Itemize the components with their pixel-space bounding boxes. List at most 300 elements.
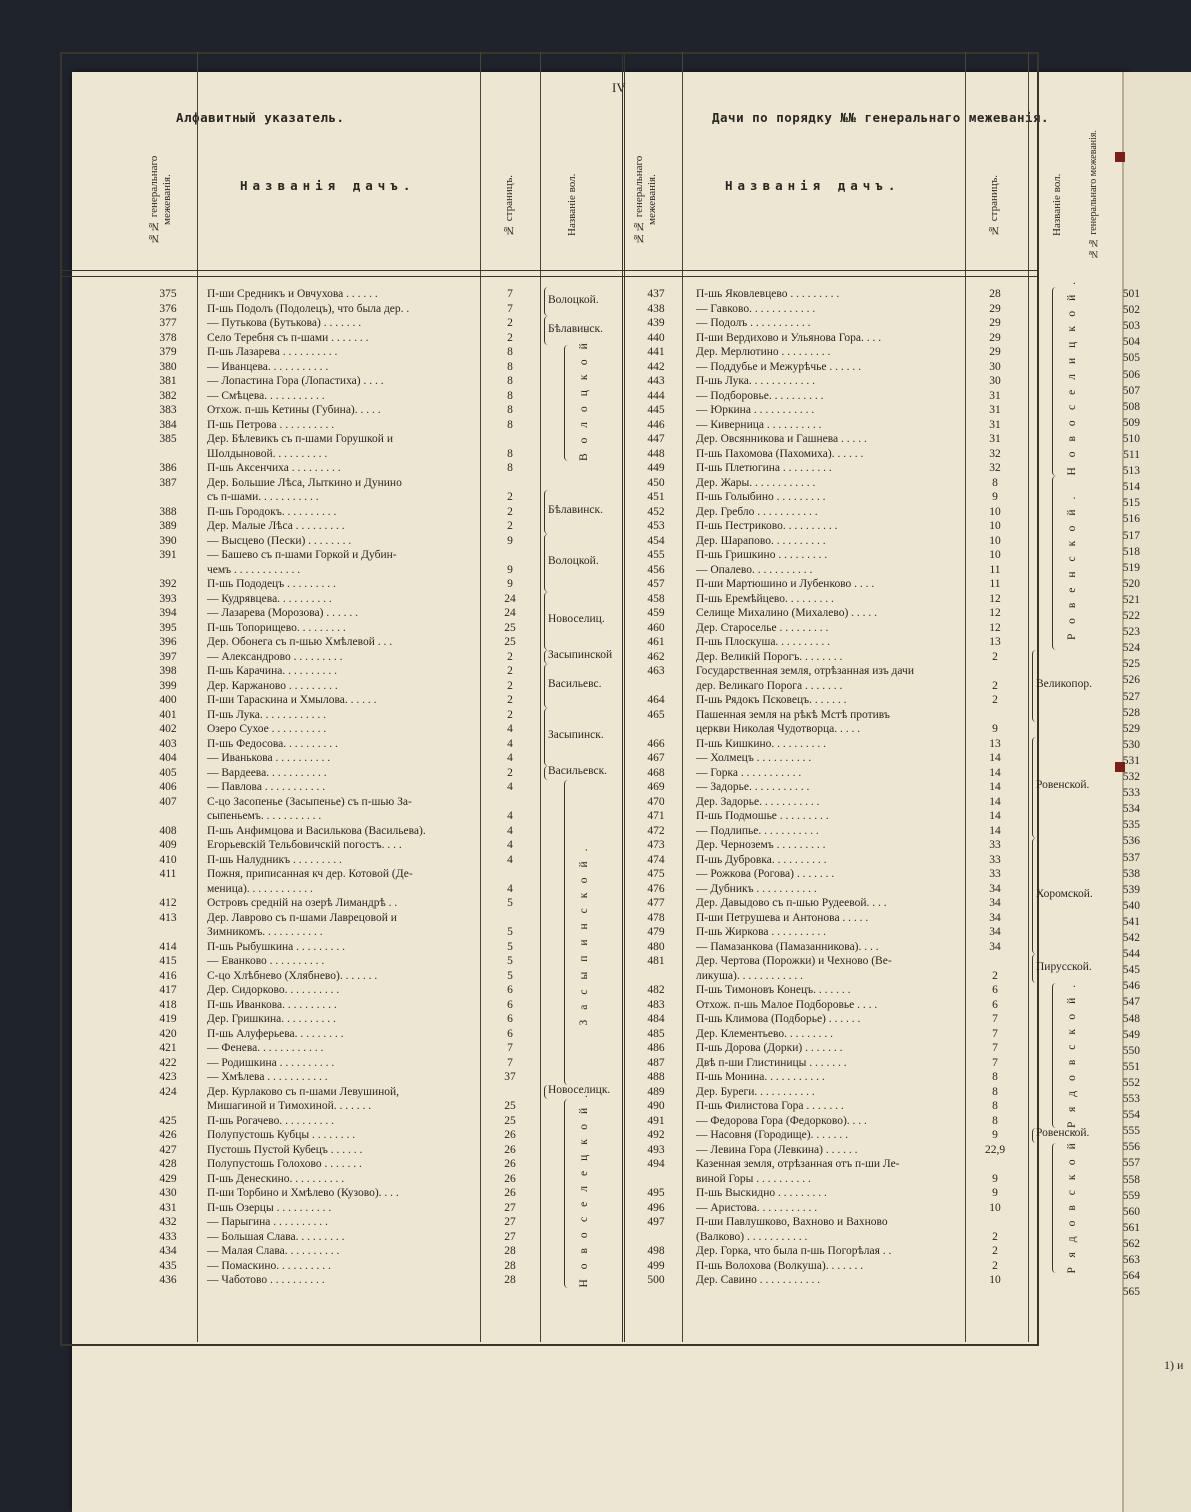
right-row-name: П-шь Плоскуша. . . . . . . . . . xyxy=(696,636,831,648)
right-row-number: 479 xyxy=(647,926,665,938)
right-row-name: П-шь Плетюгина . . . . . . . . . xyxy=(696,462,832,474)
right-row-number: 492 xyxy=(647,1129,665,1141)
left-row-number: 419 xyxy=(159,1013,177,1025)
right-volost-brace xyxy=(1052,476,1057,650)
left-row-page: 4 xyxy=(507,824,513,837)
right-row-name: П-ши Вердихово и Ульянова Гора. . . . xyxy=(696,331,882,344)
next-page-number: 522 xyxy=(1122,610,1140,622)
next-page-number: 541 xyxy=(1122,915,1140,928)
left-row-number: 400 xyxy=(159,694,177,706)
right-row-page: 31 xyxy=(989,389,1001,402)
next-page-header: №№ генеральнаго межеванія. xyxy=(1088,130,1099,260)
left-row-number: 395 xyxy=(159,621,177,634)
next-page-number: 517 xyxy=(1122,529,1140,542)
right-row-name: дер. Великаго Порога . . . . . . . xyxy=(696,679,843,692)
right-row-name: — Рожкова (Рогова) . . . . . . . xyxy=(696,868,835,880)
left-row-page: 26 xyxy=(504,1143,516,1156)
next-page-number: 565 xyxy=(1122,1286,1140,1299)
left-row-name: — Еванково . . . . . . . . . . xyxy=(207,955,325,967)
next-page-number: 507 xyxy=(1122,384,1140,397)
left-row-number: 435 xyxy=(159,1259,177,1272)
right-row-name: П-шь Пахомова (Пахомиха). . . . . . xyxy=(696,447,864,460)
right-row-page: 34 xyxy=(989,940,1001,953)
right-row-name: П-шь Волохова (Волкуша). . . . . . . xyxy=(696,1259,864,1272)
left-row-page: 2 xyxy=(507,505,513,518)
next-page-number: 540 xyxy=(1122,899,1140,912)
right-row-name: П-шь Дорова (Дорки) . . . . . . . xyxy=(696,1042,843,1054)
left-row-page: 5 xyxy=(507,955,513,967)
right-row-page: 14 xyxy=(989,795,1001,808)
next-page-number: 549 xyxy=(1122,1028,1140,1041)
right-row-number: 487 xyxy=(647,1056,665,1069)
left-row-name: — Вардеева. . . . . . . . . . . xyxy=(207,766,327,779)
next-page-number: 564 xyxy=(1122,1270,1140,1283)
left-row-name: П-шь Петрова . . . . . . . . . . xyxy=(207,418,335,431)
left-volost-label: Новоселицк. xyxy=(548,1083,611,1096)
right-row-page: 31 xyxy=(989,433,1001,445)
next-page-number: 534 xyxy=(1122,803,1140,816)
next-page-number: 532 xyxy=(1122,771,1140,783)
left-row-number: 384 xyxy=(159,418,177,431)
next-page-number: 548 xyxy=(1122,1012,1140,1025)
left-row-number: 397 xyxy=(159,650,177,663)
left-row-page: 2 xyxy=(507,491,513,503)
right-row-page: 2 xyxy=(992,969,998,982)
right-row-page: 12 xyxy=(989,592,1001,605)
right-row-number: 448 xyxy=(647,447,665,460)
right-row-number: 467 xyxy=(647,752,665,764)
left-row-name: П-шь Пододецъ . . . . . . . . . xyxy=(207,578,336,590)
next-page-number: 529 xyxy=(1122,722,1140,735)
right-row-name: — Поддубье и Межурѣчье . . . . . . xyxy=(696,360,862,373)
left-row-page: 2 xyxy=(507,317,513,329)
right-row-page xyxy=(975,708,1015,722)
left-row-page xyxy=(490,476,530,490)
left-row-page: 6 xyxy=(507,998,513,1011)
left-row-page xyxy=(490,548,530,562)
header-left: Алфавитный указатель. xyxy=(176,110,345,125)
left-row-name: Полупустошь Голохово . . . . . . . xyxy=(207,1158,362,1170)
right-row-name: Дер. Давыдово съ п-шью Рудеевой. . . . xyxy=(696,897,887,909)
right-row-name: Государственная земля, отрѣзанная изъ дачи xyxy=(696,665,914,677)
right-row-name: — Подборовье. . . . . . . . . . xyxy=(696,389,824,402)
left-row-number: 427 xyxy=(159,1143,177,1156)
column-volost-header: Названіе вол. xyxy=(1051,173,1063,237)
left-row-number: 396 xyxy=(159,636,177,648)
right-row-page: 12 xyxy=(989,607,1001,619)
left-row-name: Дер. Бѣлевикъ съ п-шами Горушкой и xyxy=(207,433,393,445)
left-row-number: 418 xyxy=(159,998,177,1011)
left-row-name: — Кудрявцева. . . . . . . . . . xyxy=(207,592,332,605)
right-row-page: 14 xyxy=(989,781,1001,793)
left-row-name: — Парыгина . . . . . . . . . . xyxy=(207,1216,328,1228)
right-row-name: — Насовня (Городище). . . . . . . xyxy=(696,1129,848,1141)
left-row-number: 405 xyxy=(159,766,177,779)
right-row-name: — Гавково. . . . . . . . . . . . xyxy=(696,302,816,315)
header-divider xyxy=(60,276,1037,277)
left-row-name: Село Теребня съ п-шами . . . . . . . xyxy=(207,331,369,344)
left-row-name: П-шь Федосова. . . . . . . . . . xyxy=(207,737,338,750)
left-row-number: 434 xyxy=(159,1245,177,1257)
left-row-page: 4 xyxy=(507,839,513,851)
right-row-page: 9 xyxy=(992,723,998,735)
left-row-page: 5 xyxy=(507,969,513,982)
left-row-number: 423 xyxy=(159,1071,177,1083)
right-row-page: 6 xyxy=(992,984,998,996)
right-row-number: 463 xyxy=(647,665,665,677)
right-row-number: 478 xyxy=(647,911,665,924)
left-row-name: П-шь Анфимцова и Василькова (Васильева). xyxy=(207,824,426,837)
next-page-number: 544 xyxy=(1122,948,1140,961)
left-row-name: Полупустошь Кубцы . . . . . . . . xyxy=(207,1129,356,1141)
right-row-page: 2 xyxy=(992,1245,998,1257)
right-row-number: 475 xyxy=(647,868,665,880)
column-divider xyxy=(622,52,625,1342)
left-row-name: Озеро Сухое . . . . . . . . . . xyxy=(207,723,327,735)
right-row-number: 488 xyxy=(647,1071,665,1083)
left-row-name: Дер. Гришкина. . . . . . . . . . xyxy=(207,1013,336,1025)
left-row-name: П-ши Торбино и Хмѣлево (Кузово). . . . xyxy=(207,1187,399,1199)
left-row-page: 25 xyxy=(504,621,516,634)
left-row-number: 403 xyxy=(159,737,177,750)
right-row-number: 470 xyxy=(647,795,665,808)
column-divider xyxy=(197,52,198,1342)
right-row-number: 476 xyxy=(647,882,665,895)
left-row-name: — Башево съ п-шами Горкой и Дубин- xyxy=(207,549,397,561)
left-row-number xyxy=(146,882,190,896)
next-page-number: 521 xyxy=(1122,593,1140,606)
right-row-number: 491 xyxy=(647,1114,665,1127)
right-row-name: Дер. Клементьево. . . . . . . . . xyxy=(696,1027,833,1040)
left-row-number: 412 xyxy=(159,897,177,909)
right-row-number: 440 xyxy=(647,331,665,344)
left-row-number: 404 xyxy=(159,752,177,764)
left-row-name: — Лопастина Гора (Лопастиха) . . . . xyxy=(207,375,384,387)
next-page-number: 557 xyxy=(1122,1157,1140,1170)
left-row-page: 4 xyxy=(507,723,513,735)
right-volost-label: Великопор. xyxy=(1036,677,1092,690)
right-row-page: 7 xyxy=(992,1013,998,1025)
left-row-name: Дер. Обонега съ п-шью Хмѣлевой . . . xyxy=(207,636,393,648)
left-row-page: 7 xyxy=(507,302,513,315)
right-row-page: 7 xyxy=(992,1056,998,1069)
left-row-page: 5 xyxy=(507,926,513,938)
column-number-header: №№ генеральнаго межеванія. xyxy=(633,155,658,245)
next-page-number: 552 xyxy=(1122,1076,1140,1089)
left-row-number xyxy=(146,925,190,939)
left-row-number: 429 xyxy=(159,1172,177,1185)
left-row-number: 407 xyxy=(159,795,177,808)
left-row-number: 436 xyxy=(159,1274,177,1286)
right-row-name: П-шь Подмошье . . . . . . . . . xyxy=(696,810,829,822)
left-volost-brace xyxy=(564,780,569,1085)
left-row-number: 392 xyxy=(159,578,177,590)
right-row-page: 11 xyxy=(989,563,1001,576)
next-page-number: 511 xyxy=(1123,449,1140,461)
left-row-number: 389 xyxy=(159,520,177,532)
left-row-page: 2 xyxy=(507,650,513,663)
left-row-page: 24 xyxy=(504,607,516,619)
right-volost-vertical: Ровенской. xyxy=(1066,485,1078,640)
left-row-number: 414 xyxy=(159,940,177,953)
left-row-name: Дер. Большие Лѣса, Лыткино и Дунино xyxy=(207,476,402,489)
column-volost-header: Названіе вол. xyxy=(566,173,578,237)
right-row-page: 12 xyxy=(989,621,1001,634)
left-row-page xyxy=(490,795,530,809)
left-row-page xyxy=(490,911,530,925)
right-row-page: 14 xyxy=(989,810,1001,822)
right-row-name: Дер. Овсянникова и Гашнева . . . . . xyxy=(696,433,867,445)
left-row-number: 416 xyxy=(159,969,177,982)
right-row-page: 29 xyxy=(989,317,1001,329)
left-row-number: 387 xyxy=(159,476,177,489)
next-page-number: 514 xyxy=(1122,481,1140,494)
left-row-name: Зимникомъ. . . . . . . . . . . xyxy=(207,926,323,938)
left-row-number: 377 xyxy=(159,317,177,329)
right-row-number xyxy=(634,1172,678,1186)
right-row-number: 447 xyxy=(647,433,665,445)
right-volost-vertical: Рядовской. xyxy=(1066,974,1078,1128)
right-row-name: — Опалево. . . . . . . . . . . xyxy=(696,563,813,576)
left-row-number: 383 xyxy=(159,404,177,416)
column-number-header: №№ генеральнаго межеванія. xyxy=(148,155,173,245)
right-row-page: 8 xyxy=(992,1100,998,1112)
right-row-number: 439 xyxy=(647,317,665,329)
right-row-number xyxy=(634,722,678,736)
right-row-name: виной Горы . . . . . . . . . . xyxy=(696,1172,811,1185)
right-row-number: 455 xyxy=(647,549,665,561)
left-volost-vertical: Волоцкой. xyxy=(578,320,590,461)
right-row-page: 7 xyxy=(992,1027,998,1040)
right-row-number: 484 xyxy=(647,1013,665,1025)
left-row-number: 428 xyxy=(159,1158,177,1170)
column-divider xyxy=(1028,52,1029,1342)
right-row-number: 473 xyxy=(647,839,665,851)
left-row-page: 8 xyxy=(507,447,513,460)
next-page-number: 518 xyxy=(1122,545,1140,558)
left-row-page: 2 xyxy=(507,694,513,706)
left-row-number: 398 xyxy=(159,665,177,677)
next-page-number: 562 xyxy=(1122,1237,1140,1250)
right-row-name: П-шь Кишкино. . . . . . . . . . xyxy=(696,737,827,750)
next-page-number: 527 xyxy=(1122,690,1140,703)
right-row-name: Дер. Жары. . . . . . . . . . . . xyxy=(696,476,816,489)
right-row-name: — Памазанкова (Памазанникова). . . . xyxy=(696,940,879,953)
right-row-page: 11 xyxy=(989,578,1001,590)
right-row-number: 442 xyxy=(647,360,665,373)
left-row-page: 2 xyxy=(507,679,513,692)
left-row-page: 37 xyxy=(504,1071,516,1083)
right-row-name: — Дубникъ . . . . . . . . . . . xyxy=(696,882,817,895)
right-row-page: 33 xyxy=(989,853,1001,866)
left-row-name: Островъ средній на озерѣ Лимандрѣ . . xyxy=(207,897,398,909)
left-volost-label: Волоцкой. xyxy=(548,293,599,306)
left-row-number: 408 xyxy=(159,824,177,837)
right-row-page xyxy=(975,1215,1015,1229)
right-row-name: Дер. Староселье . . . . . . . . . xyxy=(696,621,829,634)
column-page-header: № страницъ. xyxy=(988,174,1000,236)
left-row-name: — Хмѣлева . . . . . . . . . . . xyxy=(207,1071,328,1083)
right-row-name: П-шь Выскидно . . . . . . . . . xyxy=(696,1187,827,1199)
right-row-number: 481 xyxy=(647,955,665,967)
right-row-page: 2 xyxy=(992,1259,998,1272)
next-page-number: 561 xyxy=(1122,1221,1140,1234)
next-page-number: 538 xyxy=(1122,867,1140,880)
right-row-page: 9 xyxy=(992,1187,998,1199)
left-volost-vertical: Новоселецкой. xyxy=(578,1084,590,1288)
right-row-number: 489 xyxy=(647,1085,665,1098)
left-row-number: 410 xyxy=(159,853,177,866)
right-row-page: 13 xyxy=(989,737,1001,750)
left-row-name: П-шь Лазарева . . . . . . . . . . xyxy=(207,346,338,358)
left-row-number xyxy=(146,447,190,461)
left-row-number: 406 xyxy=(159,781,177,793)
left-row-number: 379 xyxy=(159,346,177,358)
left-row-page: 6 xyxy=(507,1027,513,1040)
left-row-name: П-шь Алуферьева. . . . . . . . . xyxy=(207,1027,344,1040)
next-page-number: 509 xyxy=(1122,416,1140,429)
left-row-page: 28 xyxy=(504,1245,516,1257)
right-row-name: Дер. Савино . . . . . . . . . . . xyxy=(696,1274,821,1286)
left-row-name: Дер. Малые Лѣса . . . . . . . . . xyxy=(207,520,345,532)
left-row-page: 9 xyxy=(507,563,513,576)
left-row-name: Мишагиной и Тимохиной. . . . . . . xyxy=(207,1100,372,1112)
left-row-page: 8 xyxy=(507,360,513,373)
next-page-number: 533 xyxy=(1122,787,1140,800)
left-row-page: 25 xyxy=(504,1100,516,1112)
left-row-number: 430 xyxy=(159,1187,177,1199)
right-row-page: 2 xyxy=(992,679,998,692)
next-page-number: 531 xyxy=(1122,754,1140,767)
right-row-name: Дер. Черноземъ . . . . . . . . . xyxy=(696,839,826,851)
right-row-number: 461 xyxy=(647,636,665,648)
left-volost-label: Васильевс. xyxy=(548,677,602,690)
left-row-page: 4 xyxy=(507,853,513,866)
left-row-name: чемъ . . . . . . . . . . . . xyxy=(207,563,301,576)
right-row-name: Дер. Задорье. . . . . . . . . . . xyxy=(696,795,820,808)
right-row-page: 2 xyxy=(992,650,998,663)
right-row-name: Двѣ п-ши Глистиницы . . . . . . . xyxy=(696,1056,847,1069)
left-row-name: Пожня, приписанная кч дер. Котовой (Де- xyxy=(207,868,413,880)
right-row-number: 459 xyxy=(647,607,665,619)
left-row-page: 27 xyxy=(504,1201,516,1214)
right-row-name: — Подолъ . . . . . . . . . . . xyxy=(696,317,811,329)
right-row-page: 30 xyxy=(989,375,1001,387)
left-row-page: 28 xyxy=(504,1274,516,1286)
left-row-name: П-шь Подолъ (Подолецъ), что была дер. . xyxy=(207,302,410,315)
column-name-header: Названія дачъ. xyxy=(240,178,416,193)
right-row-name: церкви Николая Чудотворца. . . . . xyxy=(696,723,861,735)
right-volost-vertical: Рядовской. xyxy=(1066,1119,1078,1273)
right-row-page: 30 xyxy=(989,360,1001,373)
left-row-page: 8 xyxy=(507,404,513,416)
right-row-number: 451 xyxy=(647,491,665,503)
right-row-page: 34 xyxy=(989,926,1001,938)
right-volost-brace xyxy=(1052,287,1057,476)
next-page-number: 555 xyxy=(1122,1125,1140,1138)
right-row-name: — Горка . . . . . . . . . . . xyxy=(696,766,802,779)
left-row-name: — Смѣцева. . . . . . . . . . . xyxy=(207,389,325,402)
right-row-page: 34 xyxy=(989,882,1001,895)
right-row-number: 496 xyxy=(647,1201,665,1214)
left-row-name: — Большая Слава. . . . . . . . . xyxy=(207,1230,345,1243)
next-page-number: 515 xyxy=(1122,497,1140,510)
right-row-name: П-шь Еремѣйцево. . . . . . . . . xyxy=(696,592,834,605)
left-row-page: 8 xyxy=(507,346,513,358)
next-page-number: 524 xyxy=(1122,642,1140,655)
right-row-name: Дер. Горка, что была п-шь Погорѣлая . . xyxy=(696,1245,892,1257)
left-row-name: — Фенева. . . . . . . . . . . . xyxy=(207,1042,324,1054)
next-page-number: 556 xyxy=(1122,1141,1140,1154)
right-row-number: 474 xyxy=(647,853,665,866)
right-row-name: — Подлипье. . . . . . . . . . . xyxy=(696,824,819,837)
left-row-number: 431 xyxy=(159,1201,177,1214)
right-row-number: 456 xyxy=(647,563,665,576)
right-row-name: Дер. Гребло . . . . . . . . . . . xyxy=(696,505,818,518)
left-row-page: 24 xyxy=(504,592,516,605)
left-row-number: 388 xyxy=(159,505,177,518)
left-row-page: 2 xyxy=(507,708,513,721)
left-row-page: 7 xyxy=(507,1042,513,1054)
left-volost-label: Васильевск. xyxy=(548,764,608,777)
left-row-name: П-шь Городокъ. . . . . . . . . . xyxy=(207,505,337,518)
right-row-name: П-ши Мартюшино и Лубенково . . . . xyxy=(696,578,875,590)
left-row-name: Дер. Каржаново . . . . . . . . . xyxy=(207,679,338,692)
left-row-number: 424 xyxy=(159,1085,177,1098)
next-page-number: 506 xyxy=(1122,368,1140,381)
right-row-name: П-шь Рядокъ Псковецъ. . . . . . . xyxy=(696,694,847,706)
left-row-name: съ п-шами. . . . . . . . . . . xyxy=(207,491,319,503)
left-row-page: 2 xyxy=(507,665,513,677)
right-row-number: 497 xyxy=(647,1216,665,1228)
right-row-number: 498 xyxy=(647,1245,665,1257)
right-row-page: 29 xyxy=(989,331,1001,344)
next-page-number: 504 xyxy=(1122,336,1140,349)
left-row-page: 6 xyxy=(507,984,513,996)
next-page-number: 547 xyxy=(1122,996,1140,1009)
right-row-page: 9 xyxy=(992,1172,998,1185)
right-row-number: 499 xyxy=(647,1259,665,1272)
right-row-page xyxy=(975,664,1015,678)
left-row-page: 8 xyxy=(507,375,513,387)
right-row-number: 444 xyxy=(647,389,665,402)
left-row-name: П-шь Топорищево. . . . . . . . . xyxy=(207,621,346,634)
right-row-page: 10 xyxy=(989,1201,1001,1214)
right-row-name: — Задорье. . . . . . . . . . . xyxy=(696,781,810,793)
right-row-name: (Валково) . . . . . . . . . . . xyxy=(696,1230,808,1243)
bookmark-marker xyxy=(1115,152,1125,162)
right-row-page: 32 xyxy=(989,462,1001,474)
right-row-number xyxy=(634,679,678,693)
left-row-number: 386 xyxy=(159,462,177,474)
left-row-page: 8 xyxy=(507,462,513,474)
left-row-name: — Иванькова . . . . . . . . . . xyxy=(207,752,331,764)
right-row-name: П-шь Жиркова . . . . . . . . . . xyxy=(696,926,826,938)
right-row-number: 472 xyxy=(647,824,665,837)
left-row-page: 7 xyxy=(507,1056,513,1069)
right-row-number: 446 xyxy=(647,418,665,431)
right-row-number: 469 xyxy=(647,781,665,793)
left-row-page: 4 xyxy=(507,882,513,895)
right-row-name: П-шь Гришкино . . . . . . . . . xyxy=(696,549,828,561)
right-row-page: 29 xyxy=(989,302,1001,315)
left-row-name: — Путькова (Бутькова) . . . . . . . xyxy=(207,317,362,329)
right-row-number: 437 xyxy=(647,288,665,300)
right-row-number: 464 xyxy=(647,694,665,706)
right-row-number: 468 xyxy=(647,766,665,779)
left-row-name: П-шь Денескино. . . . . . . . . . xyxy=(207,1172,345,1185)
right-volost-label: Ровенской. xyxy=(1036,779,1090,792)
